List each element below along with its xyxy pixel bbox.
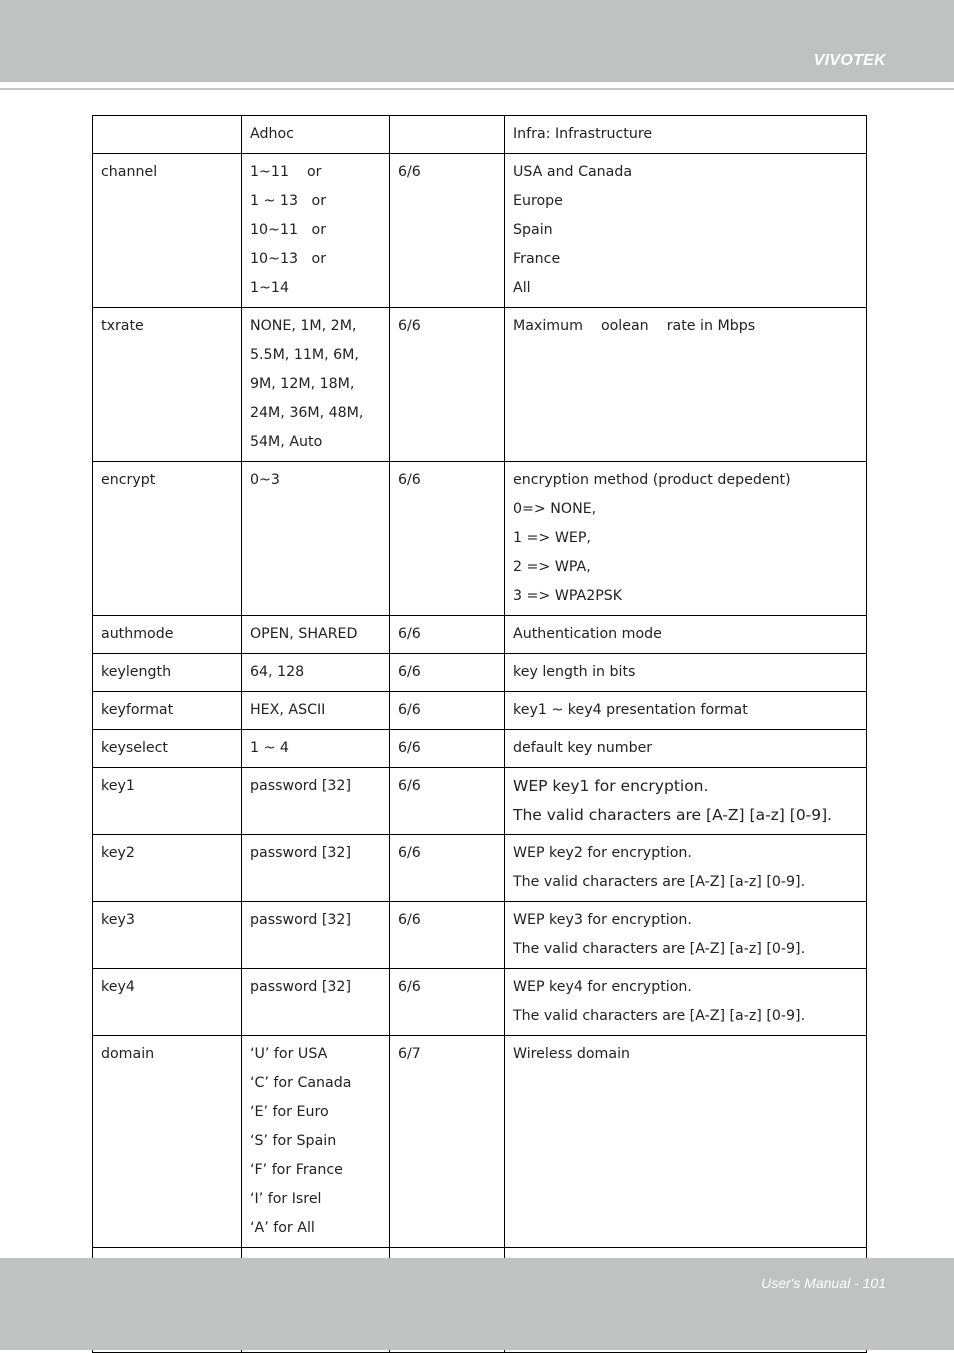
value-line: ‘E’ for Euro <box>250 1104 329 1120</box>
table-row <box>93 768 867 835</box>
parameter-table-body <box>93 116 867 1353</box>
param-value-cell <box>242 116 390 154</box>
value-line: 1 ~ 13 or <box>250 193 327 209</box>
value-line: 64, 128 <box>250 664 305 680</box>
description-line: The valid characters are [A-Z] [a-z] [0-9]. <box>513 806 833 824</box>
value-line: 10~11 or <box>250 222 327 238</box>
param-name-cell: key3 <box>93 902 242 969</box>
value-line: ‘F’ for France <box>250 1162 343 1178</box>
description-line: key1 ~ key4 presentation format <box>513 702 748 718</box>
description-line: Europe <box>513 193 563 209</box>
param-description-cell <box>505 116 867 154</box>
param-security-cell: 6/6 <box>390 462 505 616</box>
description-line: 2 => WPA, <box>513 559 591 575</box>
description-line: key length in bits <box>513 664 636 680</box>
header-divider <box>0 88 954 90</box>
description-line: Wireless domain <box>513 1046 631 1062</box>
page-header <box>0 0 954 82</box>
page-number: User's Manual - 101 <box>761 1275 886 1291</box>
description-line: 3 => WPA2PSK <box>513 588 623 604</box>
param-description-cell <box>505 616 867 654</box>
param-description-cell <box>505 462 867 616</box>
param-name-cell: txrate <box>93 308 242 462</box>
description-line: The valid characters are [A-Z] [a-z] [0-9]. <box>513 1008 806 1024</box>
param-value-cell <box>242 730 390 768</box>
param-security-cell: 6/7 <box>390 1036 505 1248</box>
description-line: The valid characters are [A-Z] [a-z] [0-9]. <box>513 874 806 890</box>
param-security-cell: 6/6 <box>390 616 505 654</box>
description-line: WEP key1 for encryption. <box>513 777 709 795</box>
param-value-cell <box>242 308 390 462</box>
parameter-table <box>92 115 867 1353</box>
description-line: France <box>513 251 561 267</box>
value-line: 24M, 36M, 48M, <box>250 405 364 421</box>
table-row <box>93 462 867 616</box>
param-security-cell: 6/6 <box>390 730 505 768</box>
value-line: HEX, ASCII <box>250 702 326 718</box>
description-line: Infra: Infrastructure <box>513 126 653 142</box>
param-value-cell <box>242 616 390 654</box>
description-line: encryption method (product depedent) <box>513 472 791 488</box>
value-line: ‘A’ for All <box>250 1220 315 1236</box>
param-security-cell: 6/6 <box>390 692 505 730</box>
param-name-cell: key4 <box>93 969 242 1036</box>
param-value-cell <box>242 692 390 730</box>
description-line: USA and Canada <box>513 164 633 180</box>
description-line: 0=> NONE, <box>513 501 597 517</box>
description-line: default key number <box>513 740 653 756</box>
value-line: Adhoc <box>250 126 294 142</box>
value-line: 1~14 <box>250 280 289 296</box>
param-name-cell: key2 <box>93 835 242 902</box>
param-security-cell: 6/6 <box>390 308 505 462</box>
brand-logo: VIVOTEK <box>813 52 886 69</box>
param-value-cell <box>242 969 390 1036</box>
param-description-cell <box>505 902 867 969</box>
param-name-cell: keylength <box>93 654 242 692</box>
value-line: password [32] <box>250 845 351 861</box>
value-line: NONE, 1M, 2M, <box>250 318 357 334</box>
description-line: 1 => WEP, <box>513 530 591 546</box>
param-security-cell: 6/6 <box>390 969 505 1036</box>
param-value-cell <box>242 1036 390 1248</box>
param-value-cell <box>242 768 390 835</box>
value-line: ‘S’ for Spain <box>250 1133 337 1149</box>
value-line: 1~11 or <box>250 164 322 180</box>
table-row <box>93 835 867 902</box>
table-row <box>93 902 867 969</box>
page-footer <box>0 1258 954 1350</box>
value-line: 0~3 <box>250 472 280 488</box>
value-line: 10~13 or <box>250 251 327 267</box>
param-description-cell <box>505 154 867 308</box>
param-security-cell: 6/6 <box>390 654 505 692</box>
value-line: password [32] <box>250 979 351 995</box>
table-row <box>93 692 867 730</box>
param-security-cell: 6/6 <box>390 835 505 902</box>
description-line: WEP key3 for encryption. <box>513 912 692 928</box>
table-row <box>93 730 867 768</box>
param-description-cell <box>505 308 867 462</box>
table-row <box>93 308 867 462</box>
param-name-cell: authmode <box>93 616 242 654</box>
param-value-cell <box>242 154 390 308</box>
param-name-cell: key1 <box>93 768 242 835</box>
value-line: ‘C’ for Canada <box>250 1075 352 1091</box>
value-line: password [32] <box>250 912 351 928</box>
value-line: 9M, 12M, 18M, <box>250 376 355 392</box>
description-line: Authentication mode <box>513 626 662 642</box>
param-name-cell: keyformat <box>93 692 242 730</box>
description-line: Spain <box>513 222 553 238</box>
value-line: 5.5M, 11M, 6M, <box>250 347 359 363</box>
table-row <box>93 616 867 654</box>
param-description-cell <box>505 768 867 835</box>
value-line: ‘I’ for Isrel <box>250 1191 322 1207</box>
table-row <box>93 116 867 154</box>
table-row <box>93 1036 867 1248</box>
table-row <box>93 969 867 1036</box>
description-line: WEP key2 for encryption. <box>513 845 692 861</box>
param-description-cell <box>505 654 867 692</box>
param-description-cell <box>505 835 867 902</box>
param-name-cell: channel <box>93 154 242 308</box>
param-security-cell <box>390 116 505 154</box>
table-row <box>93 654 867 692</box>
value-line: ‘U’ for USA <box>250 1046 328 1062</box>
value-line: 1 ~ 4 <box>250 740 289 756</box>
param-security-cell: 6/6 <box>390 154 505 308</box>
param-security-cell: 6/6 <box>390 902 505 969</box>
value-line: 54M, Auto <box>250 434 323 450</box>
param-description-cell <box>505 1036 867 1248</box>
param-value-cell <box>242 462 390 616</box>
description-line: Maximum oolean rate in Mbps <box>513 318 756 334</box>
description-line: The valid characters are [A-Z] [a-z] [0-9]. <box>513 941 806 957</box>
param-description-cell <box>505 692 867 730</box>
param-value-cell <box>242 835 390 902</box>
param-name-cell: domain <box>93 1036 242 1248</box>
param-security-cell: 6/6 <box>390 768 505 835</box>
value-line: password [32] <box>250 778 351 794</box>
param-value-cell <box>242 902 390 969</box>
param-value-cell <box>242 654 390 692</box>
param-description-cell <box>505 969 867 1036</box>
value-line: OPEN, SHARED <box>250 626 358 642</box>
table-row <box>93 154 867 308</box>
param-name-cell: encrypt <box>93 462 242 616</box>
param-name-cell: keyselect <box>93 730 242 768</box>
param-name-cell <box>93 116 242 154</box>
description-line: All <box>513 280 531 296</box>
description-line: WEP key4 for encryption. <box>513 979 692 995</box>
param-description-cell <box>505 730 867 768</box>
